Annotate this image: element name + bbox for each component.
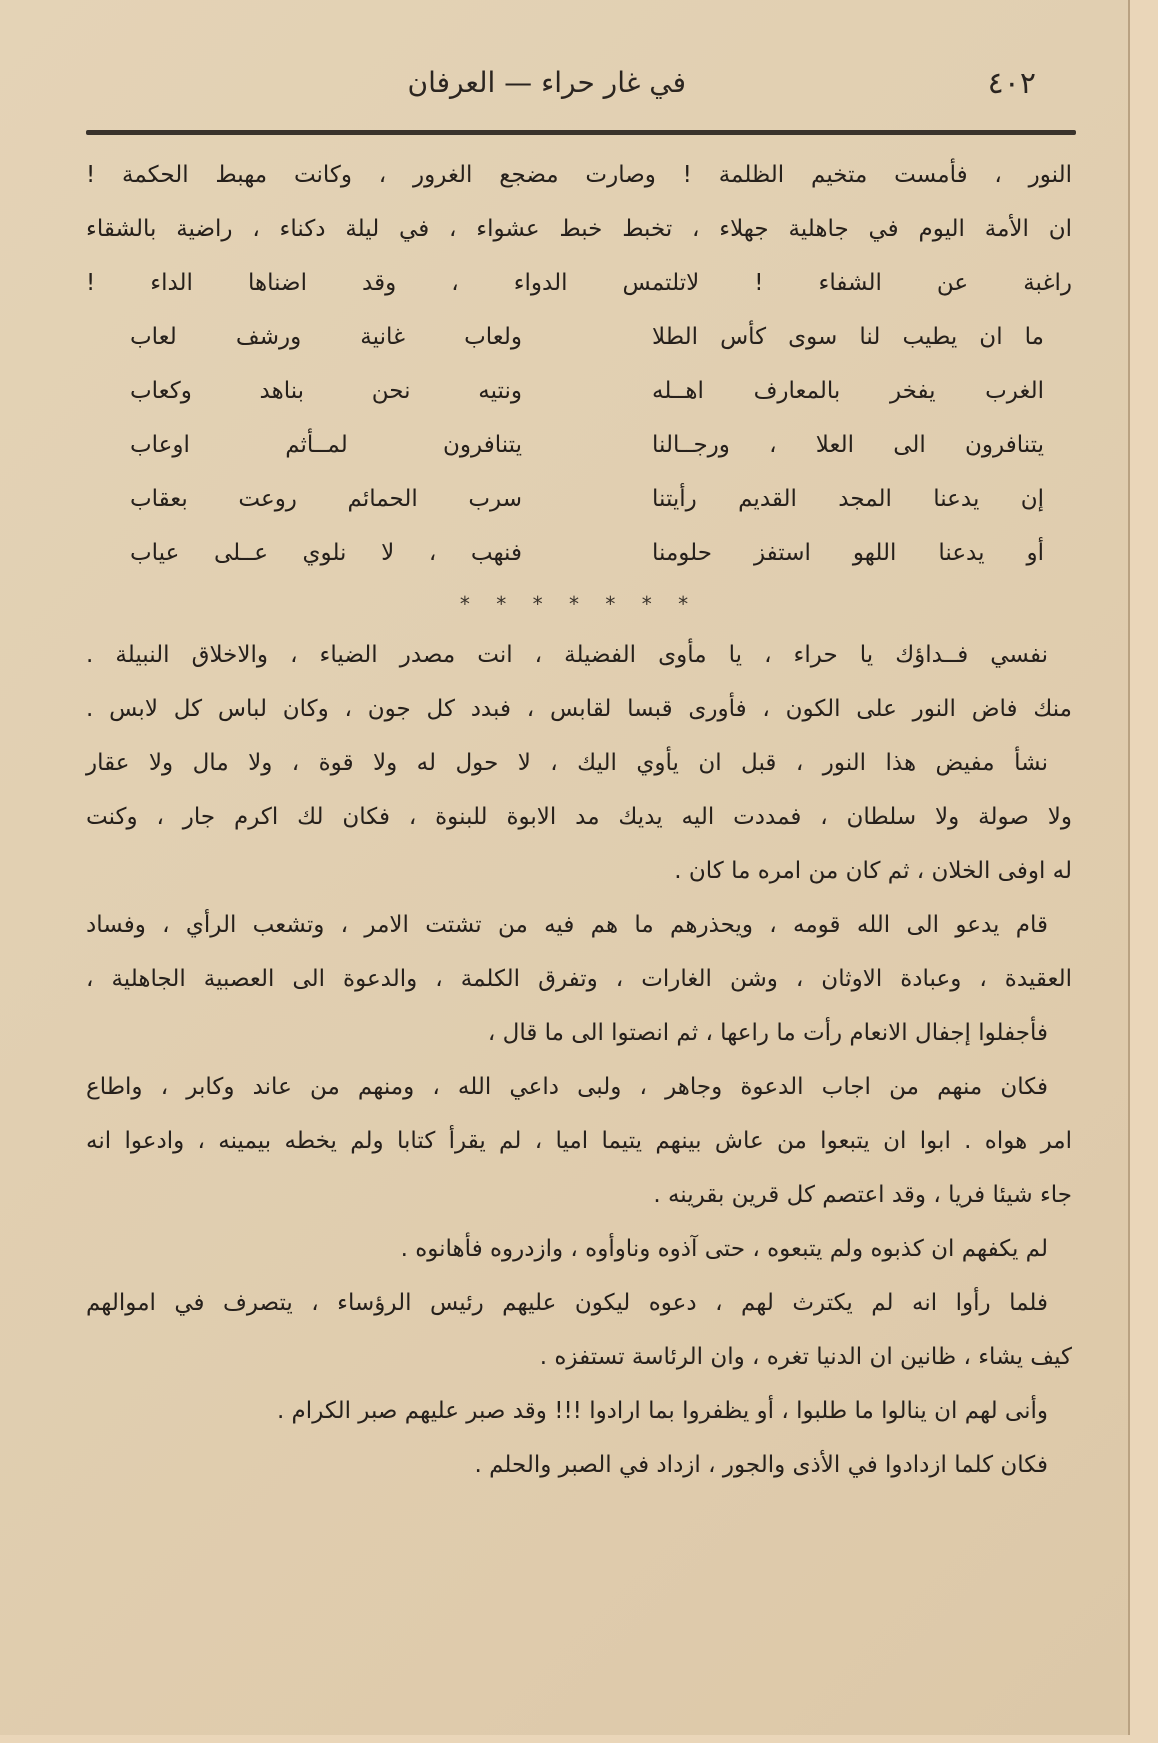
text-line: قام يدعو الى الله قومه ، ويحذرهم ما هم فيه من تشتت الامر ، وتشعب الرأي ، وفساد bbox=[86, 912, 1048, 938]
text-line: نفسي فــداؤك يا حراء ، يا مأوى الفضيلة ، انت مصدر الضياء ، والاخلاق النبيلة . bbox=[86, 642, 1048, 668]
text-line: فأجفلوا إجفال الانعام رأت ما راعها ، ثم انصتوا الى ما قال ، bbox=[487, 1020, 1048, 1046]
verse-first-hemistich: أو يدعنا اللهو استفز حلومنا bbox=[652, 540, 1044, 566]
text-line: ولا صولة ولا سلطان ، فمددت اليه يديك مد الابوة للبنوة ، فكان لك اكرم جار ، وكنت bbox=[86, 804, 1072, 830]
poem-verse bbox=[86, 472, 1072, 526]
text-line: العقيدة ، وعبادة الاوثان ، وشن الغارات ، وتفرق الكلمة ، والدعوة الى العصبية الجاهلية ، bbox=[86, 966, 1072, 992]
verse-first-hemistich: الغرب يفخر بالمعارف اهــله bbox=[652, 378, 1044, 404]
prose-section bbox=[86, 628, 1072, 1492]
verse-second-hemistich: ونتيه نحن بناهد وكعاب bbox=[130, 378, 522, 404]
verse-first-hemistich: ما ان يطيب لنا سوى كأس الطلا bbox=[652, 324, 1044, 350]
verse-second-hemistich: ولعاب غانية ورشف لعاب bbox=[130, 324, 522, 350]
section-separator: * * * * * * * bbox=[459, 592, 699, 616]
text-line: له اوفى الخلان ، ثم كان من امره ما كان . bbox=[674, 858, 1072, 884]
verse-second-hemistich: يتنافرون لمــأثم اوعاب bbox=[130, 432, 522, 458]
text-line: فلما رأوا انه لم يكترث لهم ، دعوه ليكون عليهم رئيس الرؤساء ، يتصرف في اموالهم bbox=[86, 1290, 1048, 1316]
text-line: منك فاض النور على الكون ، فأورى قبسا لقابس ، فبدد كل جون ، وكان لباس كل لابس . bbox=[86, 696, 1072, 722]
page-number: ٤٠٢ bbox=[987, 66, 1036, 101]
text-line: وأنى لهم ان ينالوا ما طلبوا ، أو يظفروا بما ارادوا !!! وقد صبر عليهم صبر الكرام . bbox=[276, 1398, 1048, 1424]
text-line: فكان كلما ازدادوا في الأذى والجور ، ازداد في الصبر والحلم . bbox=[474, 1452, 1048, 1478]
poem-verse bbox=[86, 364, 1072, 418]
poem-verse bbox=[86, 526, 1072, 580]
verse-first-hemistich: إن يدعنا المجد القديم رأيتنا bbox=[652, 486, 1044, 512]
poem-verse bbox=[86, 418, 1072, 472]
verse-first-hemistich: يتنافرون الى العلا ، ورجــالنا bbox=[652, 432, 1044, 458]
page-body bbox=[86, 148, 1072, 1492]
text-line: ان الأمة اليوم في جاهلية جهلاء ، تخبط خبط عشواء ، في ليلة دكناء ، راضية بالشقاء bbox=[86, 216, 1072, 242]
poem bbox=[86, 310, 1072, 580]
page-header bbox=[86, 60, 1076, 110]
text-line: امر هواه . ابوا ان يتبعوا من عاش بينهم يتيما اميا ، لم يقرأ كتابا ولم يخطه بيمينه ، وادعوا انه bbox=[86, 1128, 1072, 1154]
text-line: لم يكفهم ان كذبوه ولم يتبعوه ، حتى آذوه وناوأوه ، وازدروه فأهانوه . bbox=[400, 1236, 1048, 1262]
poem-verse bbox=[86, 310, 1072, 364]
verse-second-hemistich: فنهب ، لا نلوي عــلى عياب bbox=[130, 540, 522, 566]
verse-second-hemistich: سرب الحمائم روعت بعقاب bbox=[130, 486, 522, 512]
text-line: فكان منهم من اجاب الدعوة وجاهر ، ولبى داعي الله ، ومنهم من عاند وكابر ، واطاع bbox=[86, 1074, 1048, 1100]
header-rule bbox=[86, 130, 1076, 135]
text-line: النور ، فأمست متخيم الظلمة ! وصارت مضجع الغرور ، وكانت مهبط الحكمة ! bbox=[86, 162, 1072, 188]
text-line: جاء شيئا فريا ، وقد اعتصم كل قرين بقرينه . bbox=[653, 1182, 1072, 1208]
text-line: نشأ مفيض هذا النور ، قبل ان يأوي اليك ، لا حول له ولا قوة ، ولا مال ولا عقار bbox=[86, 750, 1048, 776]
intro-paragraph bbox=[86, 148, 1072, 310]
running-title: في غار حراء — العرفان bbox=[407, 66, 686, 99]
text-line: راغبة عن الشفاء ! لاتلتمس الدواء ، وقد اضناها الداء ! bbox=[86, 270, 1072, 296]
text-line: كيف يشاء ، ظانين ان الدنيا تغره ، وان الرئاسة تستفزه . bbox=[539, 1344, 1072, 1370]
